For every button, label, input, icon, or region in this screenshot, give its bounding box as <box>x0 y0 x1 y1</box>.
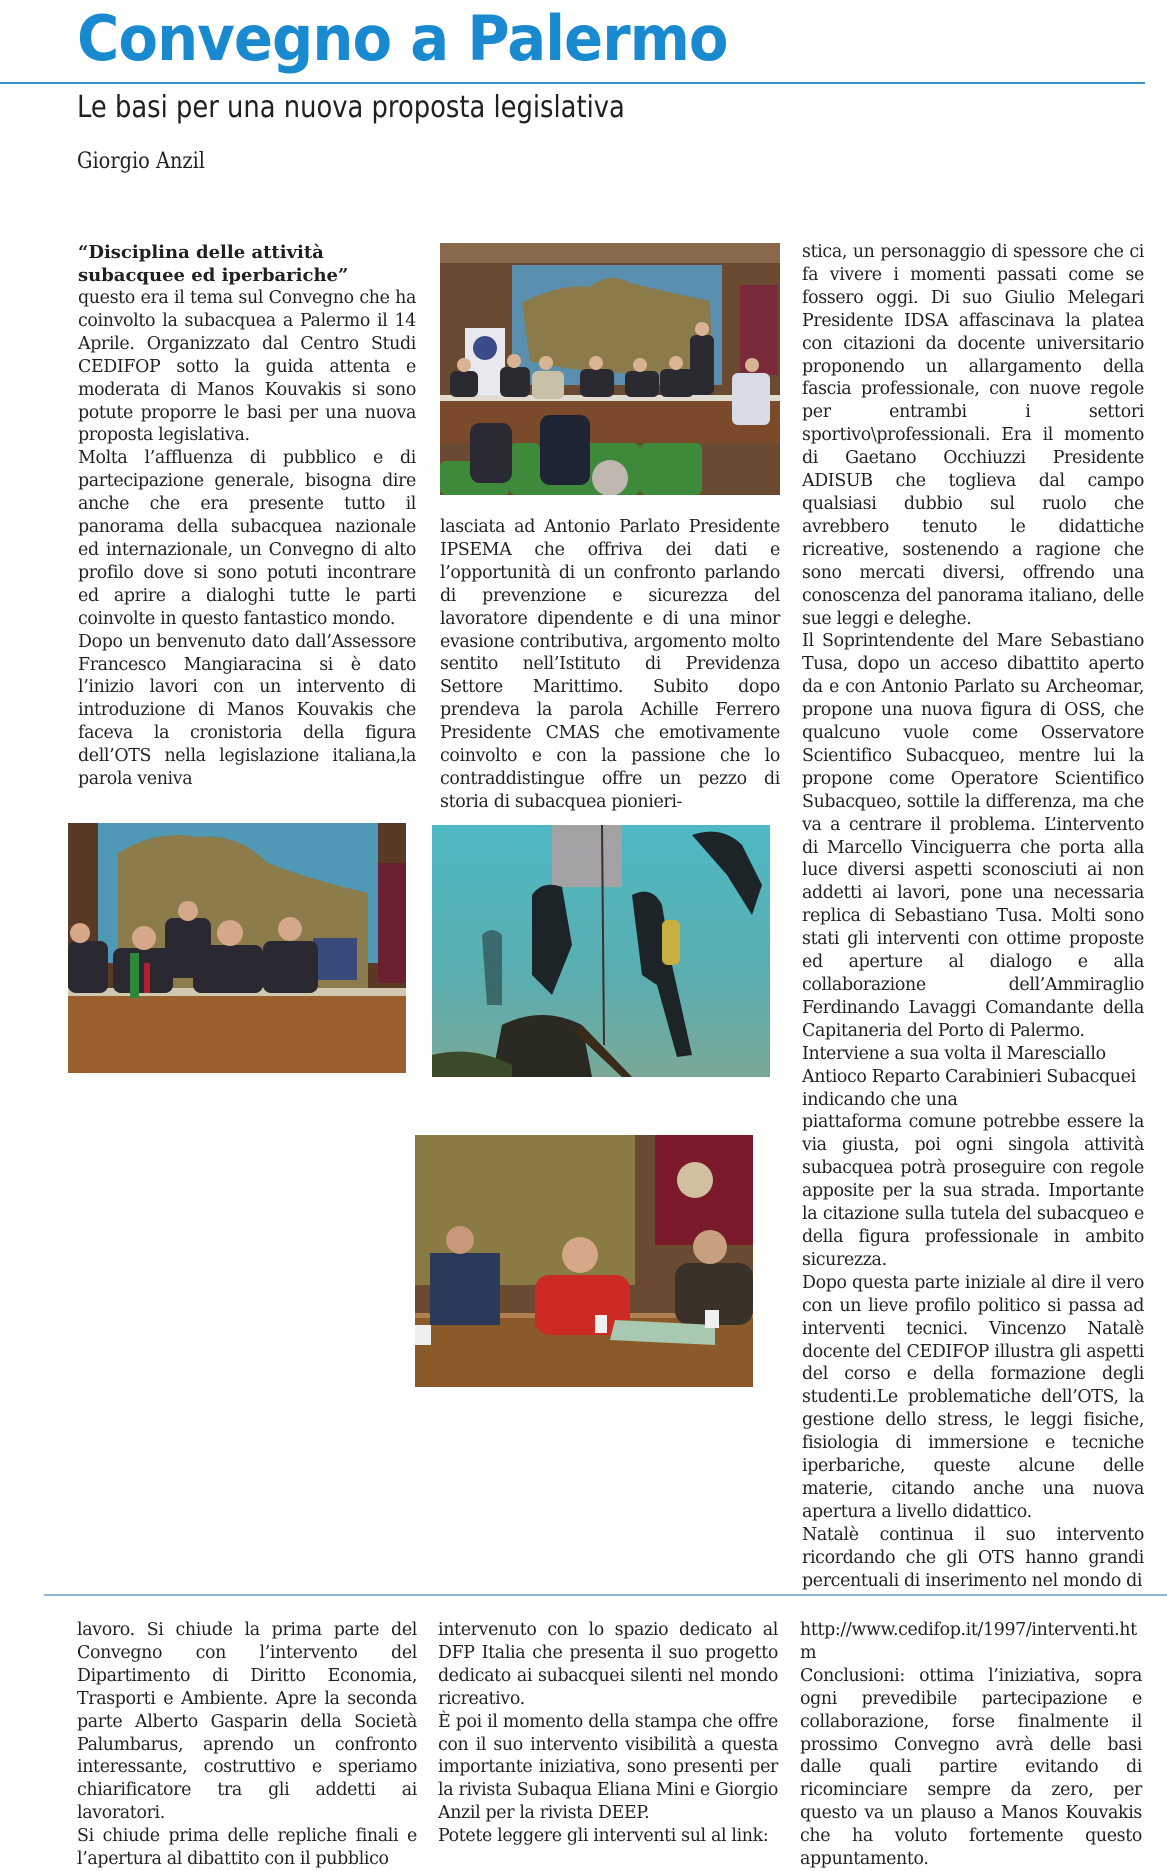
paragraph: piattaforma comune potrebbe essere la via giusta, poi ogni singola attività subacquea potrà proseguire con regole apposite per la sua strada. Importante la citazione sulla tutela del subacqueo e della figura professionale in ambito sicurezza. <box>802 1112 1144 1270</box>
paragraph: lavoro. Si chiude la prima parte del Convegno con l’intervento del Dipartimento di Diritto Economia, Trasporti e Ambiente. Apre la seconda parte Alberto Gasparin della Società Palumbarus, aprendo un confronto interessante, costruttivo e speriamo chiarificatore tra gli addetti ai lavoratori. <box>77 1620 417 1824</box>
column-2 <box>440 516 780 814</box>
photo-conference-speakers <box>68 823 406 1073</box>
paragraph: Dopo questa parte iniziale al dire il vero con un lieve profilo politico si passa ad interventi tecnici. Vincenzo Natalè docente del CEDIFOP illustra gli aspetti del corso e della formazione degli studenti.Le problematiche dell’OTS, la gestione dello stress, le leggi fisiche, fisiologia di immersione e tecniche iperbariche, queste alcune delle materie, citando anche una nuova apertura a livello didattico. <box>802 1272 1144 1522</box>
section-divider <box>44 1594 1167 1596</box>
paragraph: Conclusioni: ottima l’iniziativa, sopra ogni prevedibile partecipazione e collaborazione, forse finalmente il prossimo Convegno avrà delle basi dalle quali partire evitando di ricominciare sempre da zero, per questo va un plauso a Manos Kouvakis che ha voluto fortemente questo appuntamento. <box>800 1665 1142 1870</box>
article-author: Giorgio Anzil <box>77 149 205 174</box>
paragraph: Il Soprintendente del Mare Sebastiano Tusa, dopo un acceso dibattito aperto da e con Antonio Parlato su Archeomar, propone una nuova figura di OSS, che qualcuno vuole come Osservatore Scientifico Subacqueo, mentre lui la propone come Operatore Scientifico Subacqueo, sottile la differenza, ma che va a centrare il problema. L’intervento di Marcello Vinciguerra che porta alla luce diversi aspetti sconosciuti ai non addetti ai lavori, pone una necessaria replica di Sebastiano Tusa. Molti sono stati gli interventi con ottime proposte ed aperture al dialogo e alla collaborazione dell’Ammiraglio Ferdinando Lavaggi Comandante della Capitaneria del Porto di Palermo. <box>802 631 1144 1041</box>
lead-quote: “Disciplina delle attività subacquee ed iperbariche” <box>78 242 349 286</box>
photo-underwater-divers <box>432 825 770 1077</box>
column-3 <box>802 241 1144 1592</box>
link-url[interactable]: http://www.cedifop.it/1997/interventi.htm <box>800 1620 1137 1663</box>
bottom-column-1 <box>77 1619 417 1871</box>
photo-conference-panel <box>440 243 780 495</box>
paragraph: Natalè continua il suo intervento ricordando che gli OTS hanno grandi percentuali di inserimento nel mondo di <box>802 1524 1144 1591</box>
article-subtitle: Le basi per una nuova proposta legislativa <box>77 90 625 125</box>
bottom-column-3 <box>800 1619 1142 1871</box>
paragraph: questo era il tema sul Convegno che ha coinvolto la subacquea a Palermo il 14 Aprile. Organizzato dal Centro Studi CEDIFOP sotto la guida attenta e moderata di Manos Kouvakis si sono potute proporre le basi per una nuova proposta legislativa. <box>78 288 416 446</box>
paragraph: intervenuto con lo spazio dedicato al DFP Italia che presenta il suo progetto dedicato ai subacquei silenti nel mondo ricreativo. <box>438 1620 778 1709</box>
photo-speaker-red-sweater <box>415 1135 753 1387</box>
bottom-column-2 <box>438 1619 778 1848</box>
paragraph: È poi il momento della stampa che offre con il suo intervento visibilità a questa importante iniziativa, sono presenti per la rivista Subaqua Eliana Mini e Giorgio Anzil per la rivista DEEP. <box>438 1711 778 1824</box>
article-title: Convegno a Palermo <box>77 2 728 75</box>
paragraph: Dopo un benvenuto dato dall’Assessore Francesco Mangiaracina si è dato l’inizio lavori con un intervento di introduzione di Manos Kouvakis che faceva la cronistoria della figura dell’OTS nella legislazione italiana,la parola veniva <box>78 631 416 790</box>
paragraph: Si chiude prima delle repliche finali e l’apertura al dibattito con il pubblico <box>77 1826 417 1870</box>
title-divider <box>0 82 1145 84</box>
paragraph: stica, un personaggio di spessore che ci fa vivere i momenti passati come se fossero oggi. Di suo Giulio Melegari Presidente IDSA affascinava la platea con citazioni da docente universitario proponendo un allargamento della fascia professionale, con nuove regole per entrambi i settori sportivo\professionali. Era il momento di Gaetano Occhiuzzi Presidente ADISUB che toglieva dal campo qualsiasi dubbio sul ruolo che avrebbero tenuto le didattiche ricreative, sostenendo a ragione che sono mercati diversi, offrendo una conoscenza del panorama italiano, delle sue leggi e deleghe. <box>802 242 1144 629</box>
paragraph: Potete leggere gli interventi sul al link: <box>438 1826 769 1847</box>
paragraph: lasciata ad Antonio Parlato Presidente IPSEMA che offriva dei dati e l’opportunità di un confronto parlando di prevenzione e sicurezza del lavoratore dipendente e di una minor evasione contributiva, argomento molto sentito nell’Istituto di Previdenza Settore Marittimo. Subito dopo prendeva la parola Achille Ferrero Presidente CMAS che emotivamente coinvolto e con la passione che lo contraddistingue offre un pezzo di storia di subacquea pionieri- <box>440 517 780 812</box>
column-1 <box>78 241 416 791</box>
paragraph: Molta l’affluenza di pubblico e di partecipazione generale, bisogna dire anche che era presente tutto il panorama della subacquea nazionale ed internazionale, un Convegno di alto profilo dove si sono potuti incontrare ed aprire a dialoghi tutte le parti coinvolte in questo fantastico mondo. <box>78 448 416 629</box>
paragraph: Interviene a sua volta il Maresciallo Antioco Reparto Carabinieri Subacquei indicando che una <box>802 1043 1136 1110</box>
